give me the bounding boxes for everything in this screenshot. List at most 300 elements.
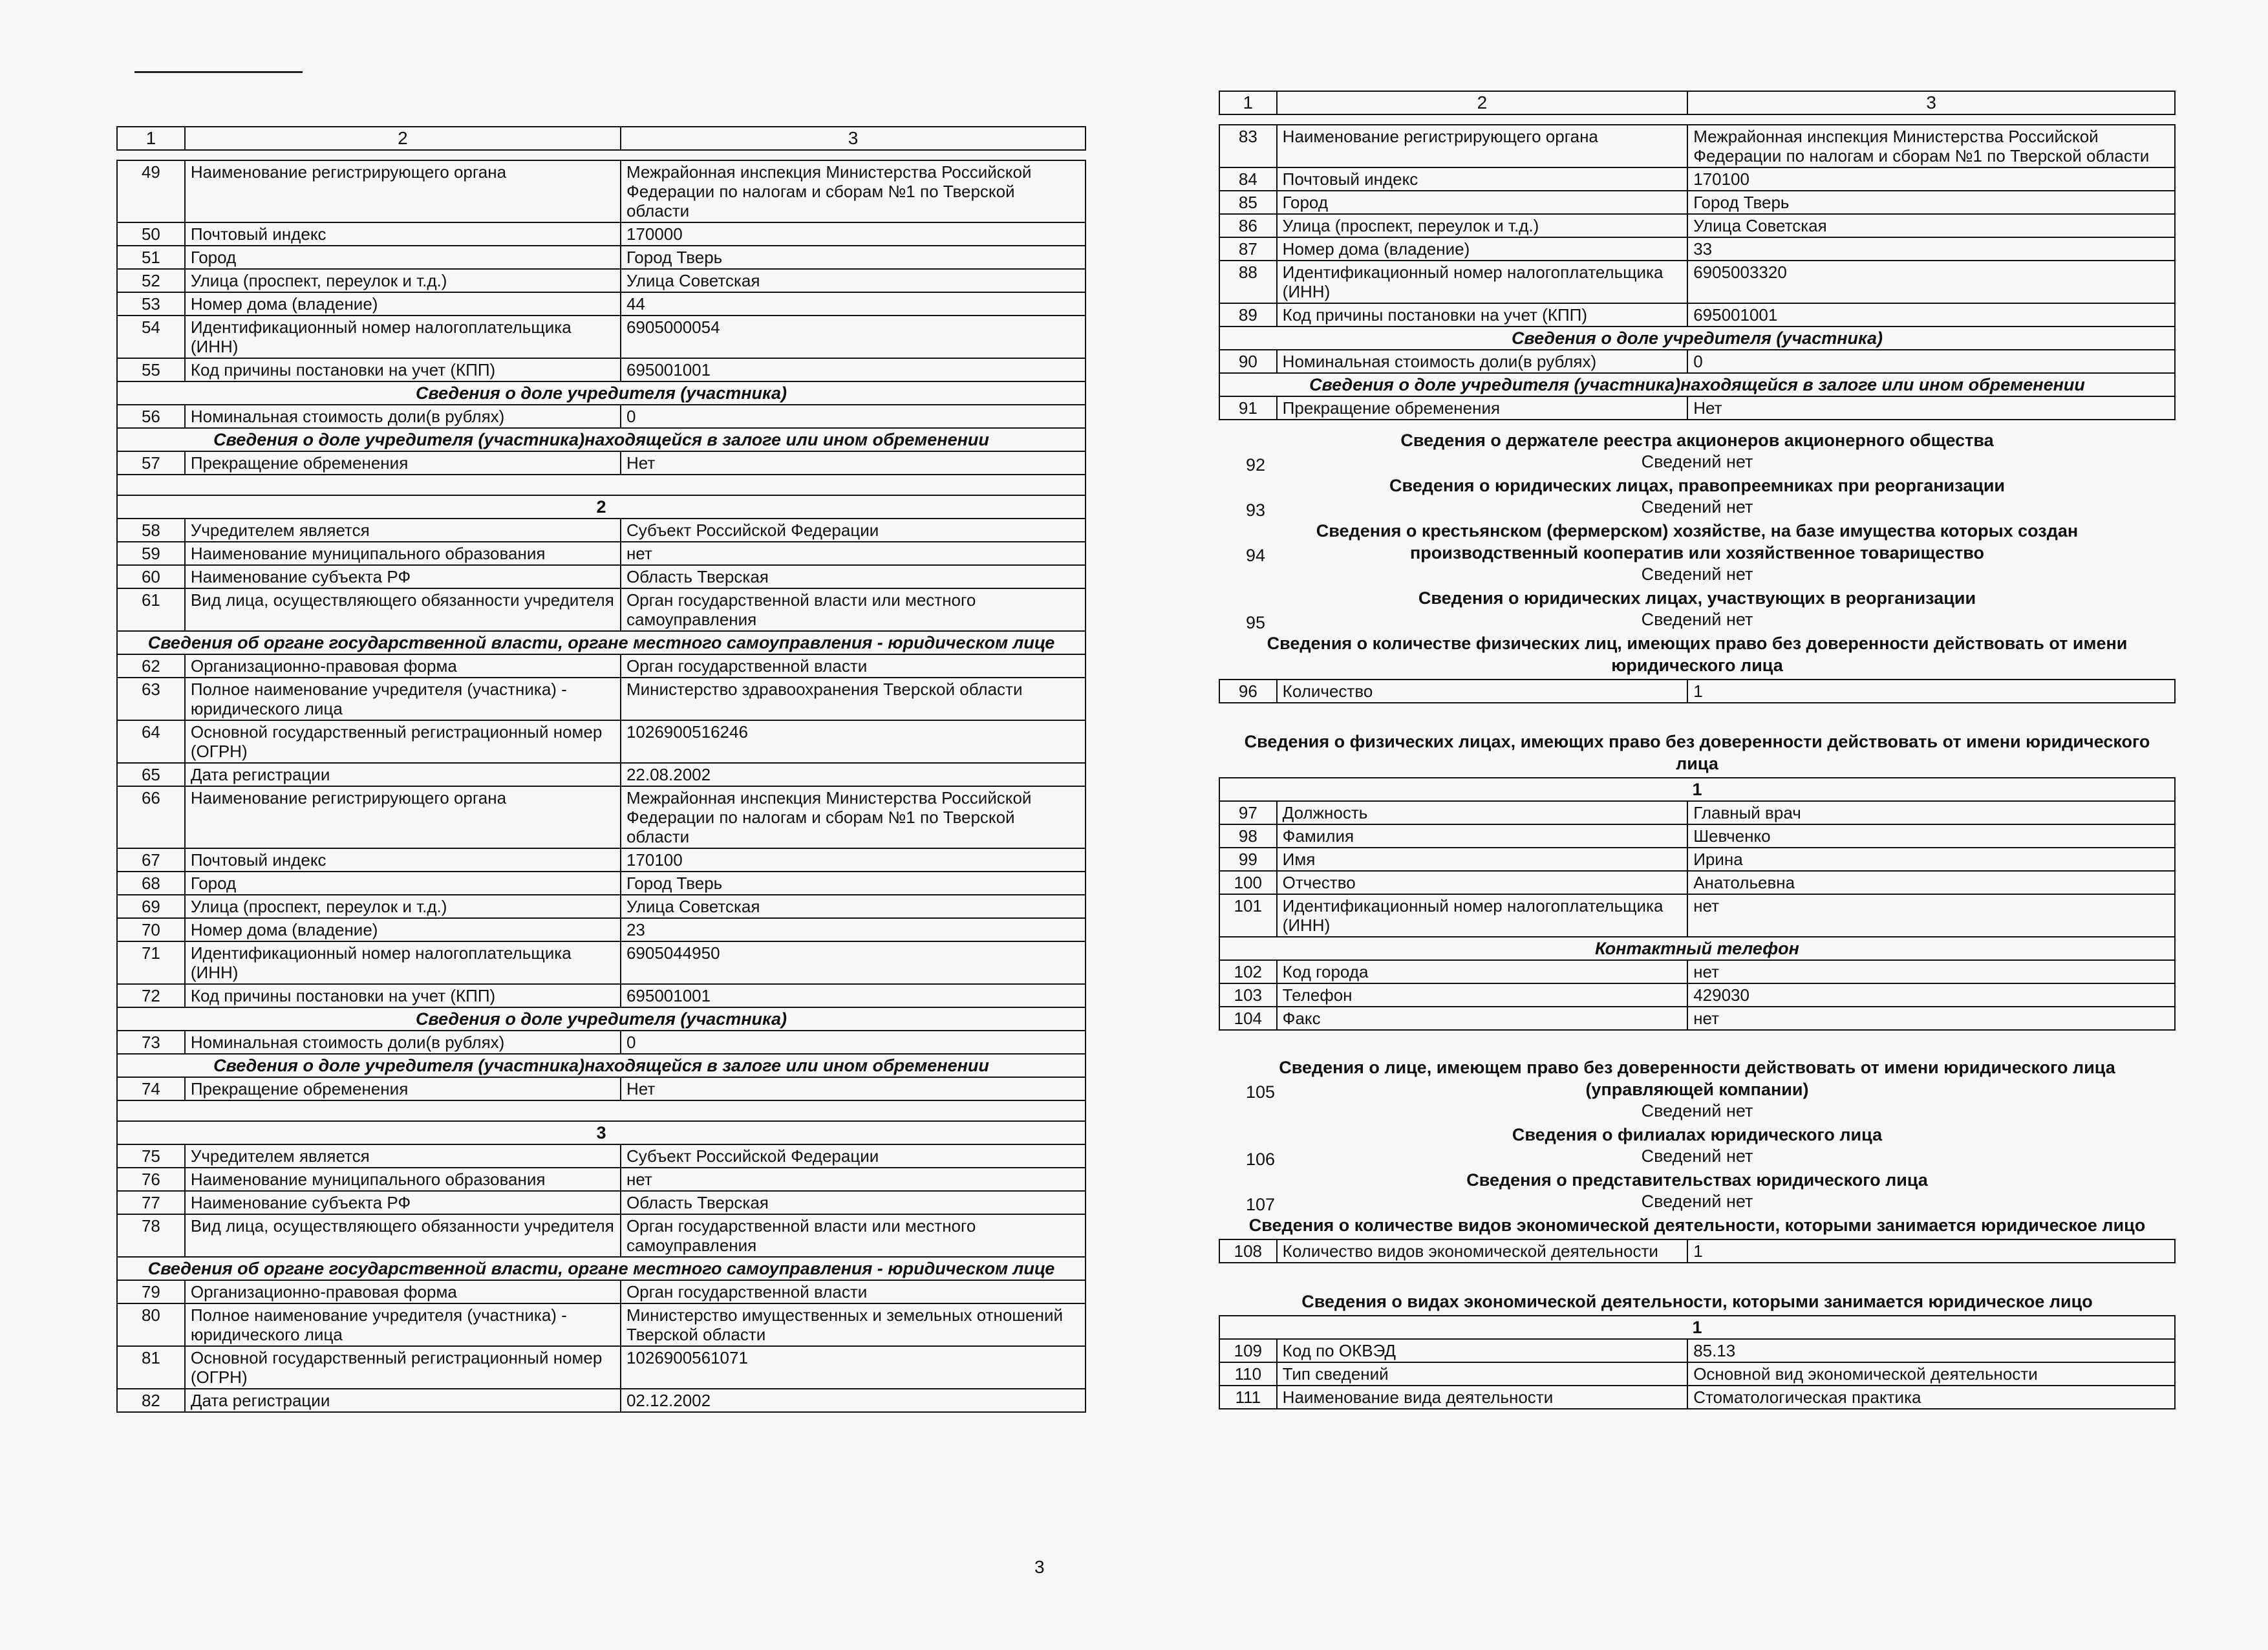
field-value: 429030 <box>1687 983 2175 1007</box>
field-label: Полное наименование учредителя (участника) - юридического лица <box>185 678 621 720</box>
column-header-2: 2 <box>185 127 621 150</box>
activities-count-table <box>1219 1239 2176 1263</box>
field-label: Почтовый индекс <box>1277 167 1688 191</box>
group-number: 2 <box>117 495 1086 519</box>
field-label: Основной государственный регистрационный номер (ОГРН) <box>185 720 621 763</box>
field-label: Наименование субъекта РФ <box>185 1191 621 1214</box>
row-number: 89 <box>1219 303 1277 327</box>
row-number: 57 <box>117 451 185 475</box>
field-label: Код причины постановки на учет (КПП) <box>1277 303 1688 327</box>
row-number: 81 <box>117 1346 185 1389</box>
row-number: 85 <box>1219 191 1277 214</box>
field-label: Город <box>185 872 621 895</box>
field-value: нет <box>1687 894 2175 937</box>
table-row <box>117 222 1086 246</box>
table-row <box>117 678 1086 720</box>
table-row <box>117 358 1086 381</box>
row-number: 67 <box>117 848 185 872</box>
row-number: 65 <box>117 763 185 786</box>
field-label: Номер дома (владение) <box>1277 237 1688 261</box>
field-value: 170100 <box>1687 167 2175 191</box>
section-heading: Сведения о доле учредителя (участника) <box>1219 327 2175 350</box>
field-label: Почтовый индекс <box>185 222 621 246</box>
info-block-title: Сведения о держателе реестра акционеров акционерного общества <box>1400 431 1994 450</box>
field-value: Город Тверь <box>621 872 1086 895</box>
row-number: 71 <box>117 941 185 984</box>
section-heading: Сведения о доле учредителя (участника)находящейся в залоге или ином обременении <box>117 1054 1086 1077</box>
field-value: 6905044950 <box>621 941 1086 984</box>
info-blocks <box>1219 429 2176 630</box>
table-row <box>1219 824 2175 848</box>
row-number: 98 <box>1219 824 1277 848</box>
field-label: Город <box>1277 191 1688 214</box>
group-number-row <box>117 1121 1086 1144</box>
field-label: Почтовый индекс <box>185 848 621 872</box>
row-number: 76 <box>117 1168 185 1191</box>
group-number: 1 <box>1219 778 2175 801</box>
section-heading: Сведения о доле учредителя (участника) <box>117 381 1086 405</box>
row-number: 61 <box>117 588 185 631</box>
section-heading: Сведения об органе государственной власти, органе местного самоуправления - юридическом лице <box>117 631 1086 654</box>
section-heading-row <box>117 1054 1086 1077</box>
row-number: 78 <box>117 1214 185 1257</box>
column-header-row <box>1219 91 2175 114</box>
left-page <box>116 126 1086 1413</box>
table-row <box>117 519 1086 542</box>
table-row <box>117 405 1086 428</box>
row-number: 59 <box>117 542 185 565</box>
section-heading-row <box>117 428 1086 451</box>
field-value: Министерство имущественных и земельных отношений Тверской области <box>621 1303 1086 1346</box>
row-number: 68 <box>117 872 185 895</box>
field-label: Наименование вида деятельности <box>1277 1386 1688 1409</box>
table-row <box>1219 1239 2175 1263</box>
field-label: Факс <box>1277 1007 1688 1030</box>
field-value: 1 <box>1687 1239 2175 1263</box>
info-block-number: 106 <box>1246 1150 1276 1169</box>
field-value: 44 <box>621 292 1086 316</box>
column-header-1: 1 <box>1219 91 1277 114</box>
table-row <box>1219 801 2175 824</box>
field-value: Межрайонная инспекция Министерства Российской Федерации по налогам и сборам №1 по Тверской области <box>1687 125 2175 167</box>
field-value: нет <box>1687 960 2175 983</box>
info-block <box>1219 475 2176 520</box>
field-label: Прекращение обременения <box>185 451 621 475</box>
field-value: 695001001 <box>1687 303 2175 327</box>
field-label: Наименование муниципального образования <box>185 542 621 565</box>
scan-edge-line <box>134 71 303 73</box>
field-value: Орган государственной власти <box>621 654 1086 678</box>
row-number: 84 <box>1219 167 1277 191</box>
table-row <box>117 895 1086 918</box>
info-block-title: Сведения о крестьянском (фермерском) хозяйстве, на базе имущества которых создан производственный кооператив или хозяйственное товарищество <box>1316 521 2079 562</box>
table-row <box>117 1144 1086 1168</box>
field-label: Полное наименование учредителя (участника) - юридического лица <box>185 1303 621 1346</box>
field-value: Нет <box>1687 396 2175 420</box>
row-number: 58 <box>117 519 185 542</box>
field-value: 0 <box>1687 350 2175 373</box>
field-value: Анатольевна <box>1687 871 2175 894</box>
spacer-cell <box>117 475 1086 495</box>
field-value: Основной вид экономической деятельности <box>1687 1362 2175 1386</box>
info-block-value: Сведений нет <box>1641 610 1753 629</box>
section-heading: Контактный телефон <box>1219 937 2175 960</box>
table-row <box>117 763 1086 786</box>
field-value: Министерство здравоохранения Тверской области <box>621 678 1086 720</box>
field-value: Шевченко <box>1687 824 2175 848</box>
field-label: Идентификационный номер налогоплательщика (ИНН) <box>1277 894 1688 937</box>
table-row <box>1219 396 2175 420</box>
row-number: 79 <box>117 1280 185 1303</box>
table-row <box>1219 1007 2175 1030</box>
field-label: Номер дома (владение) <box>185 918 621 941</box>
info-block <box>1219 587 2176 630</box>
field-value: Улица Советская <box>1687 214 2175 237</box>
field-value: Межрайонная инспекция Министерства Российской Федерации по налогам и сборам №1 по Тверской области <box>621 786 1086 848</box>
field-label: Наименование регистрирующего органа <box>1277 125 1688 167</box>
row-number: 52 <box>117 269 185 292</box>
row-number: 91 <box>1219 396 1277 420</box>
field-label: Номинальная стоимость доли(в рублях) <box>1277 350 1688 373</box>
table-row <box>1219 237 2175 261</box>
row-number: 111 <box>1219 1386 1277 1409</box>
info-block-number: 92 <box>1246 455 1266 475</box>
count-title: Сведения о количестве физических лиц, имеющих право без доверенности действовать от имени юридического лица <box>1267 634 2128 675</box>
field-label: Наименование регистрирующего органа <box>185 160 621 222</box>
table-row <box>1219 848 2175 871</box>
field-label: Код причины постановки на учет (КПП) <box>185 984 621 1007</box>
field-value: Главный врач <box>1687 801 2175 824</box>
table-row <box>117 1346 1086 1389</box>
field-value: 6905003320 <box>1687 261 2175 303</box>
column-header-3: 3 <box>621 127 1086 150</box>
table-row <box>1219 1386 2175 1409</box>
row-number: 104 <box>1219 1007 1277 1030</box>
info-block-number: 95 <box>1246 613 1266 632</box>
persons-table <box>1219 777 2176 1031</box>
field-value: 695001001 <box>621 358 1086 381</box>
row-number: 77 <box>117 1191 185 1214</box>
table-row <box>117 1191 1086 1214</box>
field-value: 170100 <box>621 848 1086 872</box>
table-row <box>117 316 1086 358</box>
field-label: Фамилия <box>1277 824 1688 848</box>
persons-title: Сведения о физических лицах, имеющих право без доверенности действовать от имени юридического лица <box>1244 732 2150 773</box>
field-label: Прекращение обременения <box>185 1077 621 1100</box>
field-label: Код причины постановки на учет (КПП) <box>185 358 621 381</box>
field-label: Наименование муниципального образования <box>185 1168 621 1191</box>
row-number: 54 <box>117 316 185 358</box>
column-header-1: 1 <box>117 127 185 150</box>
row-number: 108 <box>1219 1239 1277 1263</box>
field-label: Идентификационный номер налогоплательщика (ИНН) <box>1277 261 1688 303</box>
row-number: 80 <box>117 1303 185 1346</box>
row-number: 53 <box>117 292 185 316</box>
activities-count-title: Сведения о количестве видов экономической деятельности, которыми занимается юридическое лицо <box>1248 1216 2146 1235</box>
field-label: Телефон <box>1277 983 1688 1007</box>
row-number: 74 <box>117 1077 185 1100</box>
section-heading-row <box>117 381 1086 405</box>
info-block-title: Сведения о представительствах юридического лица <box>1466 1170 1928 1190</box>
info-block-value: Сведений нет <box>1641 1146 1753 1166</box>
table-row <box>117 1077 1086 1100</box>
table-row <box>117 542 1086 565</box>
field-value: 02.12.2002 <box>621 1389 1086 1412</box>
page-number: 3 <box>1034 1557 1045 1577</box>
field-value: Нет <box>621 451 1086 475</box>
table-row <box>117 1168 1086 1191</box>
left-header-table <box>116 126 1086 151</box>
table-row <box>1219 1339 2175 1362</box>
section-heading-row <box>1219 373 2175 396</box>
info-block-value: Сведений нет <box>1641 1101 1753 1120</box>
row-number: 66 <box>117 786 185 848</box>
info-block-number: 93 <box>1246 500 1266 520</box>
field-label: Должность <box>1277 801 1688 824</box>
field-label: Количество <box>1277 680 1688 703</box>
column-header-row <box>117 127 1086 150</box>
row-number: 87 <box>1219 237 1277 261</box>
field-label: Наименование регистрирующего органа <box>185 786 621 848</box>
info-block <box>1219 1056 2176 1121</box>
table-row <box>1219 191 2175 214</box>
table-row <box>1219 167 2175 191</box>
info-block-value: Сведений нет <box>1641 564 1753 584</box>
row-number: 83 <box>1219 125 1277 167</box>
section-heading-row <box>117 1007 1086 1031</box>
info-block <box>1219 429 2176 475</box>
group-number-row <box>1219 778 2175 801</box>
row-number: 75 <box>117 1144 185 1168</box>
spacer-row <box>117 475 1086 495</box>
field-value: 0 <box>621 405 1086 428</box>
row-number: 82 <box>117 1389 185 1412</box>
section-heading: Сведения об органе государственной власти, органе местного самоуправления - юридическом лице <box>117 1257 1086 1280</box>
field-value: 85.13 <box>1687 1339 2175 1362</box>
info-block-title: Сведения о филиалах юридического лица <box>1512 1125 1883 1144</box>
table-row <box>117 872 1086 895</box>
field-label: Код города <box>1277 960 1688 983</box>
table-row <box>117 1031 1086 1054</box>
field-label: Имя <box>1277 848 1688 871</box>
field-label: Организационно-правовая форма <box>185 654 621 678</box>
field-label: Основной государственный регистрационный номер (ОГРН) <box>185 1346 621 1389</box>
info-block-value: Сведений нет <box>1641 1192 1753 1211</box>
table-row <box>117 918 1086 941</box>
row-number: 69 <box>117 895 185 918</box>
field-label: Идентификационный номер налогоплательщика (ИНН) <box>185 316 621 358</box>
field-label: Отчество <box>1277 871 1688 894</box>
table-row <box>117 451 1086 475</box>
group-number: 1 <box>1219 1316 2175 1339</box>
table-row <box>117 160 1086 222</box>
field-label: Город <box>185 246 621 269</box>
table-row <box>1219 983 2175 1007</box>
field-label: Учредителем является <box>185 1144 621 1168</box>
info-block <box>1219 1169 2176 1212</box>
table-row <box>117 941 1086 984</box>
field-label: Вид лица, осуществляющего обязанности учредителя <box>185 588 621 631</box>
row-number: 88 <box>1219 261 1277 303</box>
row-number: 73 <box>117 1031 185 1054</box>
section-heading: Сведения о доле учредителя (участника)находящейся в залоге или ином обременении <box>117 428 1086 451</box>
row-number: 56 <box>117 405 185 428</box>
field-label: Улица (проспект, переулок и т.д.) <box>185 269 621 292</box>
table-row <box>1219 125 2175 167</box>
row-number: 86 <box>1219 214 1277 237</box>
row-number: 50 <box>117 222 185 246</box>
table-row <box>1219 871 2175 894</box>
info-blocks-2 <box>1219 1056 2176 1212</box>
info-block-number: 94 <box>1246 546 1266 565</box>
field-value: 0 <box>621 1031 1086 1054</box>
field-label: Улица (проспект, переулок и т.д.) <box>1277 214 1688 237</box>
spacer-cell <box>117 1100 1086 1121</box>
field-label: Номер дома (владение) <box>185 292 621 316</box>
field-value: 1 <box>1687 680 2175 703</box>
field-value: Субъект Российской Федерации <box>621 519 1086 542</box>
info-block-value: Сведений нет <box>1641 497 1753 517</box>
section-heading-row <box>1219 937 2175 960</box>
table-row <box>117 292 1086 316</box>
field-value: Город Тверь <box>1687 191 2175 214</box>
info-block-number: 107 <box>1246 1195 1276 1214</box>
table-row <box>117 1214 1086 1257</box>
field-label: Код по ОКВЭД <box>1277 1339 1688 1362</box>
count-table <box>1219 679 2176 703</box>
row-number: 110 <box>1219 1362 1277 1386</box>
field-value: Ирина <box>1687 848 2175 871</box>
info-block <box>1219 1124 2176 1169</box>
table-row <box>1219 303 2175 327</box>
row-number: 100 <box>1219 871 1277 894</box>
right-page <box>1219 91 2176 1409</box>
row-number: 101 <box>1219 894 1277 937</box>
table-row <box>117 565 1086 588</box>
table-row <box>1219 350 2175 373</box>
section-heading: Сведения о доле учредителя (участника)находящейся в залоге или ином обременении <box>1219 373 2175 396</box>
field-label: Дата регистрации <box>185 1389 621 1412</box>
field-label: Номинальная стоимость доли(в рублях) <box>185 405 621 428</box>
table-row <box>1219 680 2175 703</box>
field-value: Улица Советская <box>621 269 1086 292</box>
info-block <box>1219 520 2176 584</box>
info-block-title: Сведения о юридических лицах, правопреемниках при реорганизации <box>1389 476 2006 495</box>
table-row <box>117 246 1086 269</box>
field-value: 695001001 <box>621 984 1086 1007</box>
field-value: Субъект Российской Федерации <box>621 1144 1086 1168</box>
left-founders-table <box>116 160 1086 1413</box>
table-row <box>117 588 1086 631</box>
field-value: Город Тверь <box>621 246 1086 269</box>
field-value: Нет <box>621 1077 1086 1100</box>
field-label: Прекращение обременения <box>1277 396 1688 420</box>
field-value: Орган государственной власти или местного самоуправления <box>621 588 1086 631</box>
spacer-row <box>117 1100 1086 1121</box>
table-row <box>117 984 1086 1007</box>
row-number: 60 <box>117 565 185 588</box>
row-number: 99 <box>1219 848 1277 871</box>
field-label: Номинальная стоимость доли(в рублях) <box>185 1031 621 1054</box>
row-number: 97 <box>1219 801 1277 824</box>
row-number: 109 <box>1219 1339 1277 1362</box>
field-value: нет <box>1687 1007 2175 1030</box>
field-label: Организационно-правовая форма <box>185 1280 621 1303</box>
table-row <box>1219 214 2175 237</box>
field-label: Тип сведений <box>1277 1362 1688 1386</box>
row-number: 96 <box>1219 680 1277 703</box>
activities-title: Сведения о видах экономической деятельности, которыми занимается юридическое лицо <box>1301 1292 2093 1311</box>
info-block-value: Сведений нет <box>1641 452 1753 471</box>
section-heading: Сведения о доле учредителя (участника) <box>117 1007 1086 1031</box>
field-label: Улица (проспект, переулок и т.д.) <box>185 895 621 918</box>
row-number: 49 <box>117 160 185 222</box>
field-value: Орган государственной власти <box>621 1280 1086 1303</box>
row-number: 72 <box>117 984 185 1007</box>
field-value: 1026900561071 <box>621 1346 1086 1389</box>
field-value: Область Тверская <box>621 1191 1086 1214</box>
row-number: 63 <box>117 678 185 720</box>
field-label: Учредителем является <box>185 519 621 542</box>
field-value: Область Тверская <box>621 565 1086 588</box>
section-heading-row <box>117 1257 1086 1280</box>
info-block-title: Сведения о лице, имеющем право без доверенности действовать от имени юридического лица (управляющей компании) <box>1279 1058 2115 1099</box>
section-heading-row <box>117 631 1086 654</box>
field-value: Орган государственной власти или местного самоуправления <box>621 1214 1086 1257</box>
field-label: Наименование субъекта РФ <box>185 565 621 588</box>
table-row <box>1219 261 2175 303</box>
row-number: 90 <box>1219 350 1277 373</box>
row-number: 102 <box>1219 960 1277 983</box>
field-value: 170000 <box>621 222 1086 246</box>
field-value: нет <box>621 542 1086 565</box>
table-row <box>117 848 1086 872</box>
field-value: 23 <box>621 918 1086 941</box>
row-number: 64 <box>117 720 185 763</box>
field-value: 6905000054 <box>621 316 1086 358</box>
row-number: 70 <box>117 918 185 941</box>
field-value: Межрайонная инспекция Министерства Российской Федерации по налогам и сборам №1 по Тверской области <box>621 160 1086 222</box>
activities-table <box>1219 1315 2176 1409</box>
table-row <box>1219 894 2175 937</box>
field-value: нет <box>621 1168 1086 1191</box>
table-row <box>117 269 1086 292</box>
table-row <box>1219 1362 2175 1386</box>
row-number: 62 <box>117 654 185 678</box>
field-value: 1026900516246 <box>621 720 1086 763</box>
row-number: 55 <box>117 358 185 381</box>
table-row <box>117 720 1086 763</box>
column-header-3: 3 <box>1687 91 2175 114</box>
group-number-row <box>117 495 1086 519</box>
table-row <box>117 1303 1086 1346</box>
field-value: Стоматологическая практика <box>1687 1386 2175 1409</box>
table-row <box>117 1280 1086 1303</box>
group-number: 3 <box>117 1121 1086 1144</box>
info-block-title: Сведения о юридических лицах, участвующих в реорганизации <box>1418 588 1976 608</box>
field-value: 22.08.2002 <box>621 763 1086 786</box>
table-row <box>117 1389 1086 1412</box>
column-header-2: 2 <box>1277 91 1688 114</box>
field-value: 33 <box>1687 237 2175 261</box>
row-number: 103 <box>1219 983 1277 1007</box>
table-row <box>1219 960 2175 983</box>
table-row <box>117 786 1086 848</box>
field-label: Количество видов экономической деятельности <box>1277 1239 1688 1263</box>
field-label: Вид лица, осуществляющего обязанности учредителя <box>185 1214 621 1257</box>
info-block-number: 105 <box>1246 1082 1276 1102</box>
field-value: Улица Советская <box>621 895 1086 918</box>
